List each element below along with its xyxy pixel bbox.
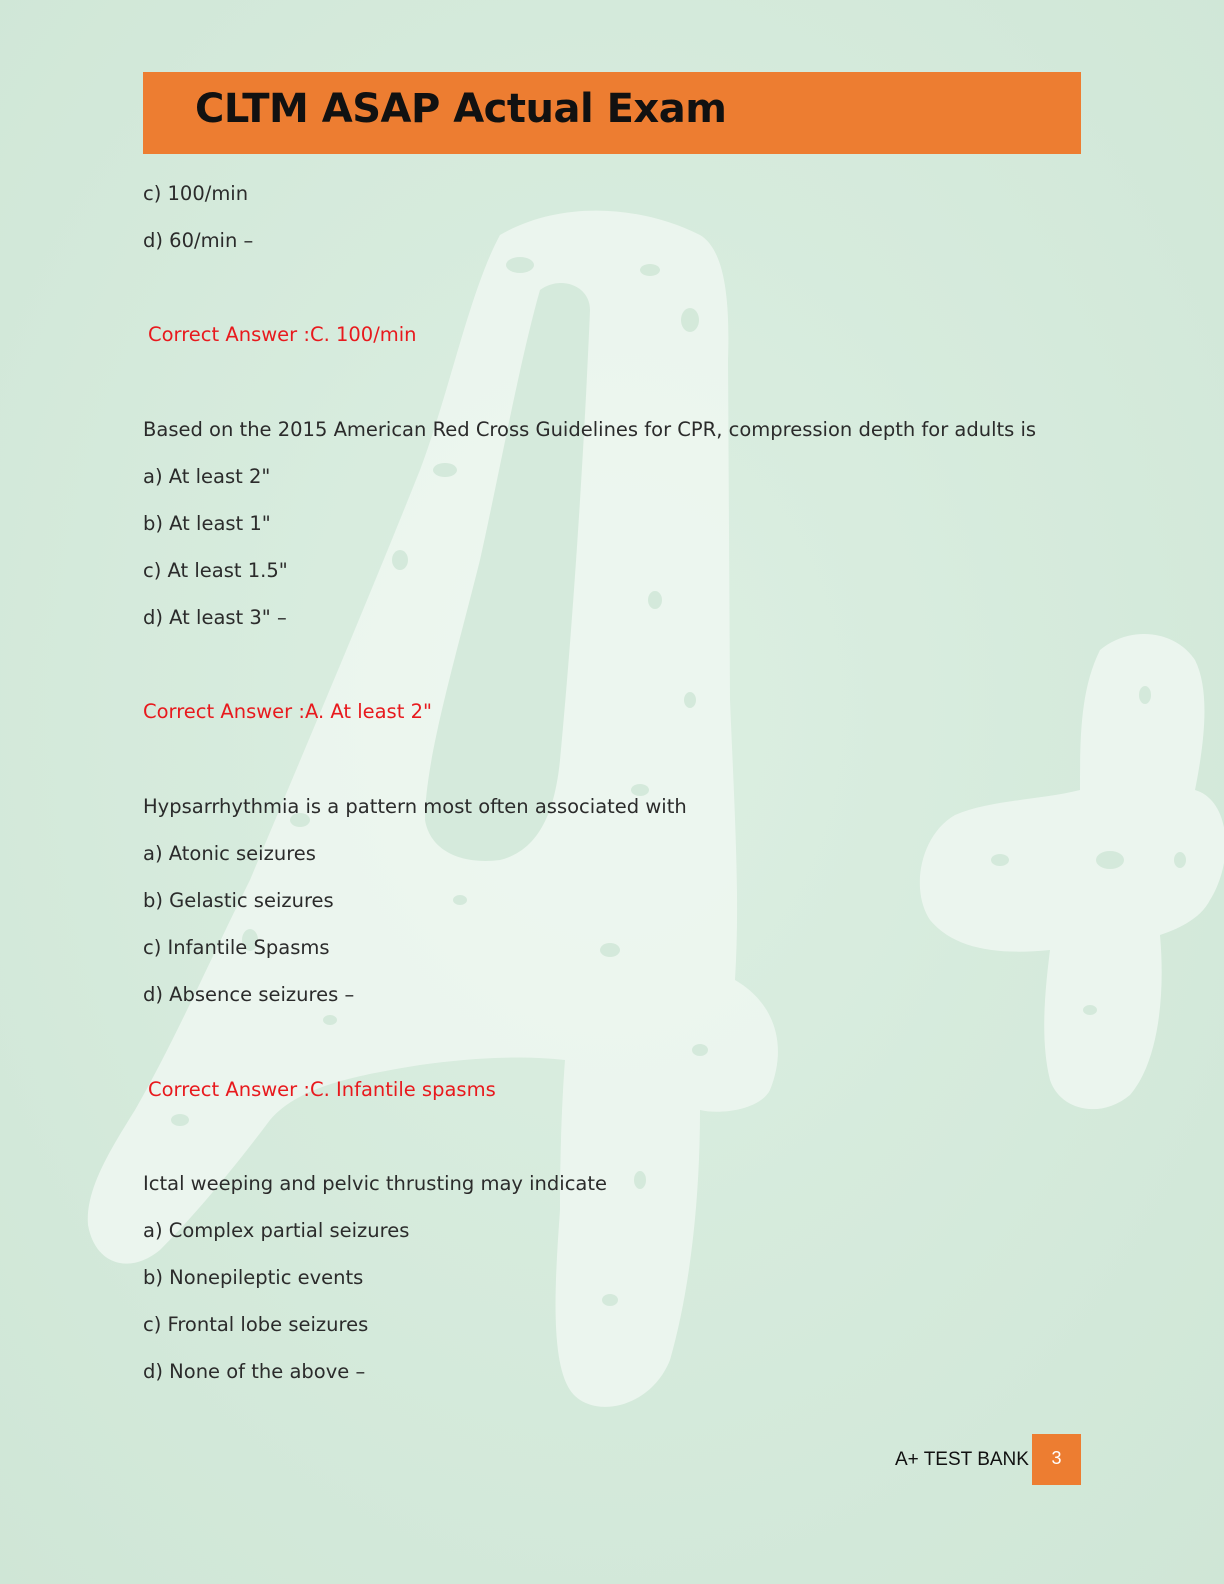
- correct-answer: Correct Answer :A. At least 2": [143, 700, 432, 723]
- option-line: d) None of the above –: [143, 1360, 366, 1383]
- header-bar: [143, 72, 1081, 154]
- option-line: a) Complex partial seizures: [143, 1219, 410, 1242]
- option-line: c) Infantile Spasms: [143, 936, 330, 959]
- option-line: b) Nonepileptic events: [143, 1266, 364, 1289]
- option-line: b) At least 1": [143, 512, 271, 535]
- option-line: d) 60/min –: [143, 229, 254, 252]
- correct-answer: Correct Answer :C. Infantile spasms: [148, 1078, 496, 1101]
- option-line: d) At least 3" –: [143, 606, 287, 629]
- question-text: Based on the 2015 American Red Cross Guidelines for CPR, compression depth for adults is: [143, 418, 1037, 441]
- option-line: d) Absence seizures –: [143, 983, 355, 1006]
- page-number-box: [1032, 1434, 1081, 1485]
- page-number: 3: [1051, 1448, 1062, 1468]
- option-line: c) At least 1.5": [143, 559, 288, 582]
- option-line: a) Atonic seizures: [143, 842, 316, 865]
- question-text: Ictal weeping and pelvic thrusting may indicate: [143, 1172, 608, 1195]
- question-text: Hypsarrhythmia is a pattern most often associated with: [143, 795, 687, 818]
- option-line: a) At least 2": [143, 465, 271, 488]
- page-title: CLTM ASAP Actual Exam: [195, 86, 727, 132]
- footer-label: A+ TEST BANK: [895, 1449, 1029, 1470]
- option-line: c) 100/min: [143, 182, 249, 205]
- option-line: b) Gelastic seizures: [143, 889, 334, 912]
- correct-answer: Correct Answer :C. 100/min: [148, 323, 417, 346]
- option-line: c) Frontal lobe seizures: [143, 1313, 369, 1336]
